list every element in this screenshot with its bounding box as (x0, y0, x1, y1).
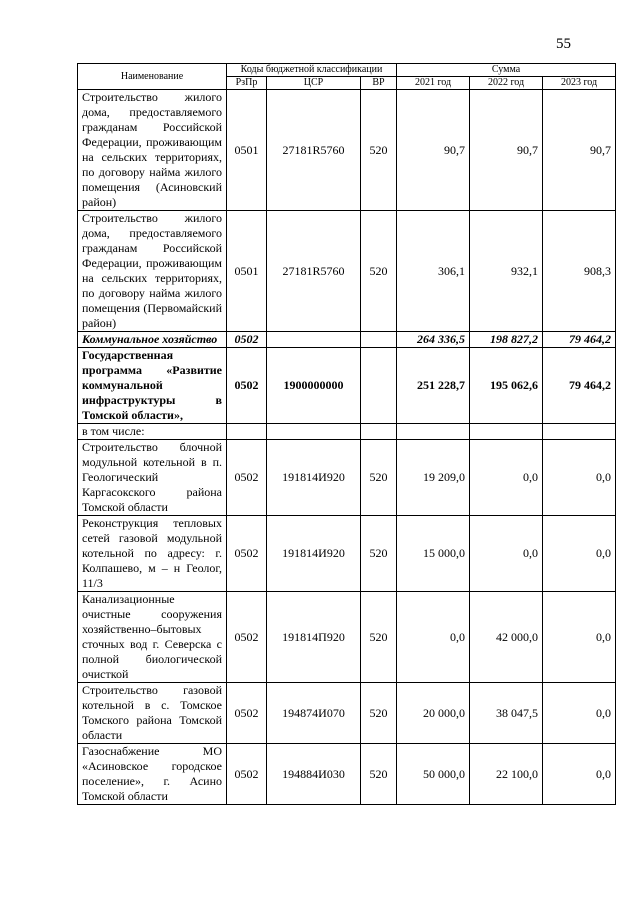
header-sum-group: Сумма (397, 64, 616, 77)
row-name: Строительство газовой котельной в с. Томское Томского района Томской области (78, 683, 227, 744)
row-rzpr: 0502 (227, 332, 267, 348)
row-name: Реконструкция тепловых сетей газовой модульной котельной по адресу: г. Колпашево, м – н Геолог, 11/3 (78, 516, 227, 592)
row-rzpr: 0502 (227, 592, 267, 683)
row-2022: 195 062,6 (470, 348, 543, 424)
row-csr: 191814П920 (267, 592, 361, 683)
table-row (78, 683, 616, 744)
row-vr: 520 (361, 211, 397, 332)
row-rzpr (227, 424, 267, 440)
row-name: Канализационные очистные сооружения хозяйственно–бытовых сточных вод г. Северска с полной биологической очисткой (78, 592, 227, 683)
row-vr (361, 332, 397, 348)
row-csr: 27181R5760 (267, 211, 361, 332)
row-2021: 251 228,7 (397, 348, 470, 424)
row-csr (267, 332, 361, 348)
row-csr: 191814И920 (267, 516, 361, 592)
row-vr: 520 (361, 440, 397, 516)
row-csr: 1900000000 (267, 348, 361, 424)
row-vr (361, 348, 397, 424)
row-vr: 520 (361, 592, 397, 683)
row-rzpr: 0502 (227, 516, 267, 592)
row-2021: 264 336,5 (397, 332, 470, 348)
page-number: 55 (556, 36, 571, 52)
row-2021: 15 000,0 (397, 516, 470, 592)
row-csr (267, 424, 361, 440)
row-rzpr: 0502 (227, 348, 267, 424)
row-2022: 0,0 (470, 440, 543, 516)
row-2021: 19 209,0 (397, 440, 470, 516)
row-name: Строительство блочной модульной котельной в п. Геологический Каргасокского района Томской области (78, 440, 227, 516)
table-row (78, 90, 616, 211)
header-rzpr: РзПр (227, 77, 267, 90)
header-name: Наименование (78, 64, 227, 90)
row-2022: 38 047,5 (470, 683, 543, 744)
header-vr: ВР (361, 77, 397, 90)
row-2021 (397, 424, 470, 440)
row-2023: 0,0 (543, 744, 616, 805)
table-row-section (78, 332, 616, 348)
row-2022: 0,0 (470, 516, 543, 592)
table-row (78, 440, 616, 516)
row-2022: 932,1 (470, 211, 543, 332)
table-row-program (78, 348, 616, 424)
row-2021: 0,0 (397, 592, 470, 683)
row-2023: 908,3 (543, 211, 616, 332)
row-2023: 0,0 (543, 683, 616, 744)
row-2022: 42 000,0 (470, 592, 543, 683)
row-rzpr: 0501 (227, 90, 267, 211)
row-vr (361, 424, 397, 440)
row-csr: 27181R5760 (267, 90, 361, 211)
row-2022: 90,7 (470, 90, 543, 211)
row-2023: 0,0 (543, 592, 616, 683)
row-2023: 90,7 (543, 90, 616, 211)
row-name: Строительство жилого дома, предоставляемого гражданам Российской Федерации, проживающим на сельских территориях, по договору найма жилого помещения (Асиновский район) (78, 90, 227, 211)
row-2022 (470, 424, 543, 440)
row-2023: 79 464,2 (543, 332, 616, 348)
row-2023: 0,0 (543, 516, 616, 592)
row-csr: 191814И920 (267, 440, 361, 516)
row-csr: 194884И030 (267, 744, 361, 805)
row-2023 (543, 424, 616, 440)
table-row (78, 424, 616, 440)
row-2021: 306,1 (397, 211, 470, 332)
row-2021: 50 000,0 (397, 744, 470, 805)
header-csr: ЦСР (267, 77, 361, 90)
row-rzpr: 0502 (227, 683, 267, 744)
row-rzpr: 0502 (227, 440, 267, 516)
header-codes-group: Коды бюджетной классификации (227, 64, 397, 77)
header-2023: 2023 год (543, 77, 616, 90)
row-vr: 520 (361, 744, 397, 805)
table-row (78, 211, 616, 332)
row-2021: 20 000,0 (397, 683, 470, 744)
budget-table (77, 63, 616, 805)
row-name: в том числе: (78, 424, 227, 440)
row-2023: 79 464,2 (543, 348, 616, 424)
row-vr: 520 (361, 516, 397, 592)
row-csr: 194874И070 (267, 683, 361, 744)
row-2022: 198 827,2 (470, 332, 543, 348)
row-rzpr: 0502 (227, 744, 267, 805)
row-2021: 90,7 (397, 90, 470, 211)
header-2021: 2021 год (397, 77, 470, 90)
row-2023: 0,0 (543, 440, 616, 516)
table-row (78, 516, 616, 592)
table-row (78, 744, 616, 805)
row-name: Газоснабжение МО «Асиновское городское поселение», г. Асино Томской области (78, 744, 227, 805)
row-vr: 520 (361, 90, 397, 211)
header-2022: 2022 год (470, 77, 543, 90)
table-row (78, 592, 616, 683)
row-vr: 520 (361, 683, 397, 744)
row-name: Государственная программа «Развитие коммунальной инфраструктуры в Томской области», (78, 348, 227, 424)
row-rzpr: 0501 (227, 211, 267, 332)
row-name: Строительство жилого дома, предоставляемого гражданам Российской Федерации, проживающим на сельских территориях, по договору найма жилого помещения (Первомайский район) (78, 211, 227, 332)
row-name: Коммунальное хозяйство (78, 332, 227, 348)
row-2022: 22 100,0 (470, 744, 543, 805)
